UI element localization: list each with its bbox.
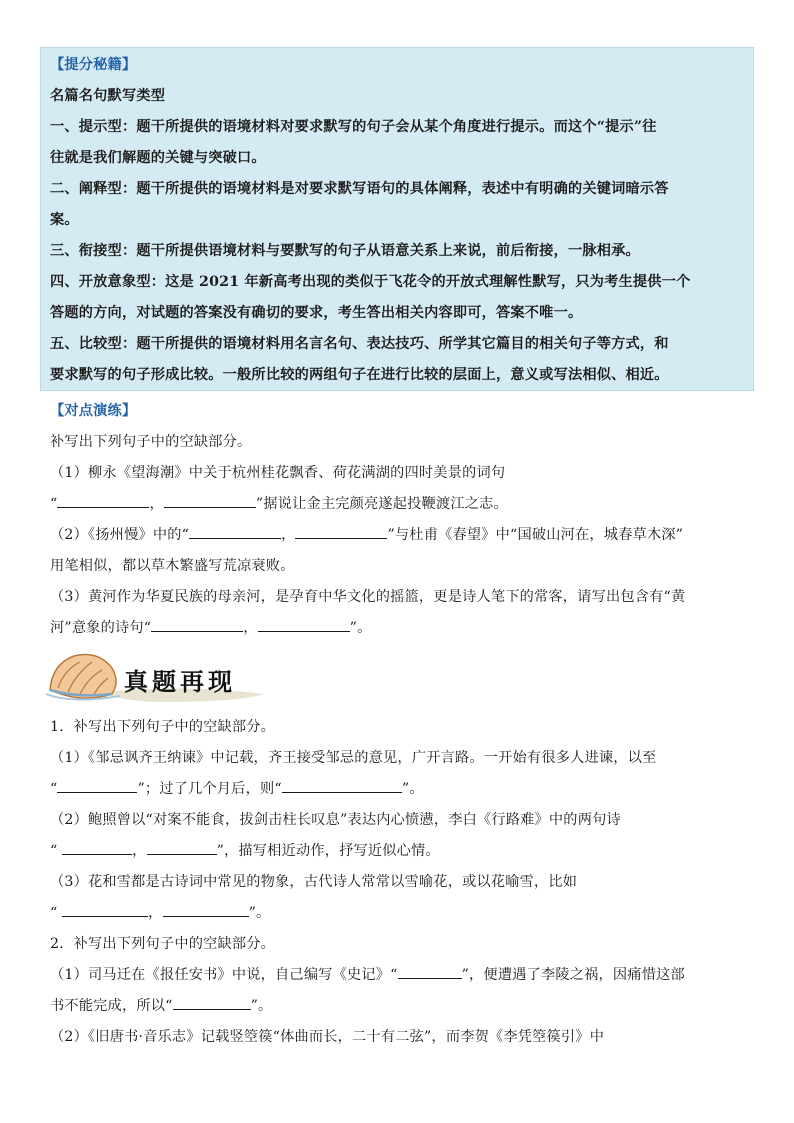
tips-title: 【提分秘籍】 — [50, 57, 137, 73]
tips-line-5: 三、衔接型：题干所提供语境材料与要默写的句子从语意关系上来说，前后衔接，一脉相承。 — [50, 243, 640, 259]
answer-blank[interactable] — [189, 524, 281, 539]
answer-blank[interactable] — [57, 778, 137, 793]
answer-blank[interactable] — [57, 493, 149, 508]
tips-line-8: 五、比较型：题干所提供的语境材料用名言名句、表达技巧、所学其它篇目的相关句子等方式，和 — [50, 336, 669, 352]
real-s1-q1-line-1: （1）《邹忌讽齐王纳谏》中记载，齐王接受邹忌的意见，广开言路。一开始有很多人进谏，以至 — [50, 750, 657, 766]
tips-line-7: 答题的方向，对试题的答案没有确切的要求，考生答出相关内容即可，答案不唯一。 — [50, 305, 583, 321]
answer-blank[interactable] — [282, 778, 402, 793]
answer-blank[interactable] — [147, 840, 217, 855]
real-s1-q2-line-2: “ ， ”，描写相近动作，抒写近似心情。 — [50, 840, 440, 860]
real-s1-title: 1．补写出下列句子中的空缺部分。 — [50, 719, 276, 735]
tips-line-9: 要求默写的句子形成比较。一般所比较的两组句子在进行比较的层面上，意义或写法相似、相近。 — [50, 367, 669, 383]
tips-line-6: 四、开放意象型：这是 2021 年新高考出现的类似于飞花令的开放式理解性默写，只为考生提供一个 — [50, 274, 691, 290]
answer-blank[interactable] — [398, 964, 462, 979]
answer-blank[interactable] — [62, 902, 148, 917]
tips-line-3: 二、阐释型：题干所提供的语境材料是对要求默写语句的具体阐释，表述中有明确的关键词暗示答 — [50, 181, 669, 197]
real-s1-q3-line-1: （3）花和雪都是古诗词中常见的物象，古代诗人常常以雪喻花，或以花喻雪，比如 — [50, 874, 578, 890]
banner-title: 真题再现 — [124, 667, 236, 696]
real-s2-q2-line-1: （2）《旧唐书·音乐志》记载竖箜篌“体曲而长，二十有二弦”，而李贺《李凭箜篌引》中 — [50, 1029, 605, 1045]
tips-line-1: 一、提示型：题干所提供的语境材料对要求默写的句子会从某个角度进行提示。而这个“提示”往 — [50, 119, 657, 135]
real-s1-q2-line-1: （2）鲍照曾以“对案不能食，拔剑击柱长叹息”表达内心愤懑，李白《行路难》中的两句诗 — [50, 812, 621, 828]
real-s2-q1-line-1: （1）司马迁在《报任安书》中说，自己编写《史记》“ ”，便遭遇了李陵之祸，因痛惜这部 — [50, 964, 685, 984]
practice-intro: 补写出下列句子中的空缺部分。 — [50, 434, 252, 450]
real-s2-q1-line-2: 书不能完成，所以“ ”。 — [50, 995, 272, 1015]
practice-q3-line-1: （3）黄河作为华夏民族的母亲河，是孕育中华文化的摇篮，更是诗人笔下的常客，请写出包含有“黄 — [50, 589, 686, 605]
answer-blank[interactable] — [173, 995, 251, 1010]
answer-blank[interactable] — [258, 617, 350, 632]
section-banner — [42, 648, 272, 708]
answer-blank[interactable] — [151, 617, 243, 632]
practice-q3-line-2: 河”意象的诗句“ ， ”。 — [50, 617, 371, 637]
answer-blank[interactable] — [62, 840, 132, 855]
real-s1-q3-line-2: “ ， ”。 — [50, 902, 270, 922]
answer-blank[interactable] — [163, 902, 249, 917]
real-s1-q1-line-2: “ ”；过了几个月后，则“ ”。 — [50, 778, 424, 798]
real-s2-title: 2．补写出下列句子中的空缺部分。 — [50, 936, 276, 952]
tips-heading: 名篇名句默写类型 — [50, 88, 166, 104]
practice-q2-line-1: （2）《扬州慢》中的“ ， ”与杜甫《春望》中“国破山河在，城春草木深” — [50, 524, 683, 544]
answer-blank[interactable] — [164, 493, 256, 508]
practice-q1-line-1: （1）柳永《望海潮》中关于杭州桂花飘香、荷花满湖的四时美景的词句 — [50, 465, 506, 481]
practice-q2-line-2: 用笔相似，都以草木繁盛写荒凉衰败。 — [50, 558, 295, 574]
tips-line-4: 案。 — [50, 212, 79, 228]
practice-q1-line-2: “ ， ”据说让金主完颜亮遂起投鞭渡江之志。 — [50, 493, 508, 513]
answer-blank[interactable] — [295, 524, 387, 539]
practice-title: 【对点演练】 — [50, 403, 137, 419]
tips-line-2: 往就是我们解题的关键与突破口。 — [50, 150, 266, 166]
